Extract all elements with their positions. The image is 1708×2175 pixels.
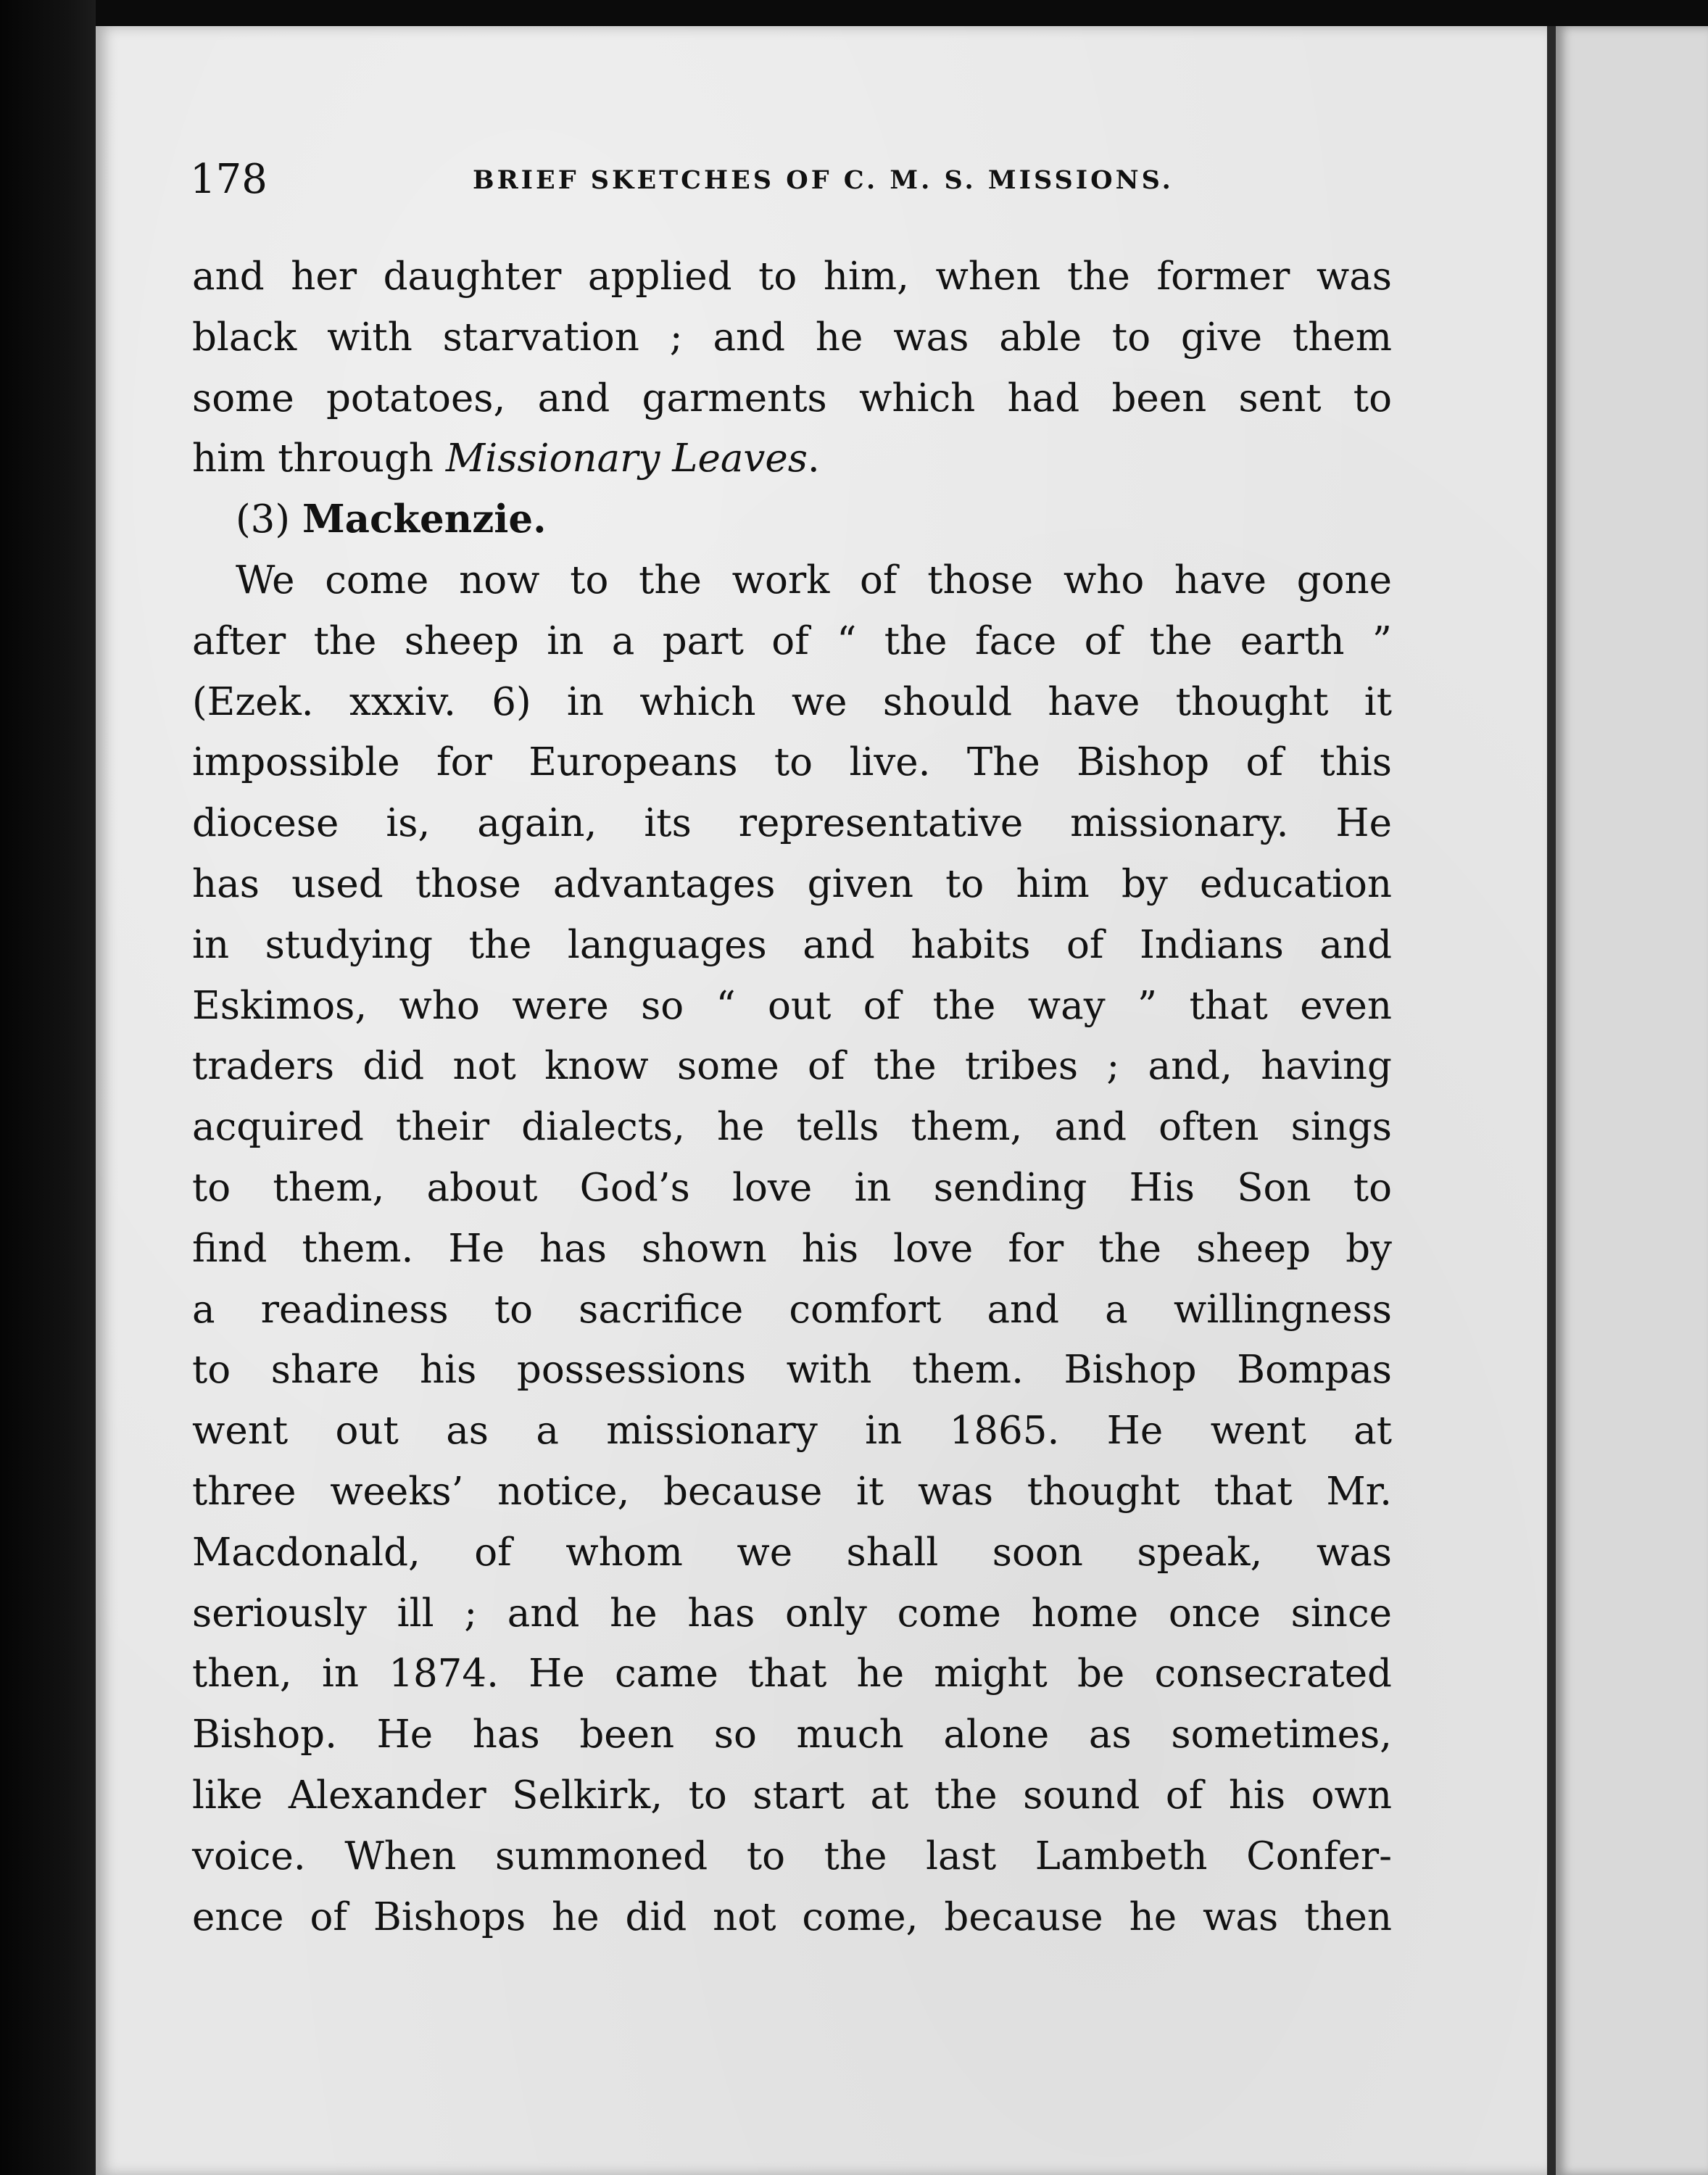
text-fragment: . (807, 436, 820, 481)
running-head (190, 158, 1422, 202)
text-line: went out as a missionary in 1865. He went at (192, 1409, 1392, 1454)
text-line: impossible for Europeans to live. The Bishop of this (192, 740, 1392, 785)
running-title: BRIEF SKETCHES OF C. M. S. MISSIONS. (473, 165, 1174, 195)
text-line: to them, about God’s love in sending His Son to (192, 1165, 1392, 1210)
text-line: (Ezek. xxxiv. 6) in which we should have thought it (192, 679, 1392, 724)
page-gutter (1547, 26, 1556, 2175)
text-line: Macdonald, of whom we shall soon speak, was (192, 1530, 1392, 1575)
text-fragment: him through (192, 436, 446, 481)
text-line: voice. When summoned to the last Lambeth Confer- (192, 1834, 1392, 1878)
text-line: ence of Bishops he did not come, because he was then (192, 1894, 1392, 1939)
italic-publication-title: Missionary Leaves (445, 436, 808, 481)
text-line (192, 428, 1392, 489)
body-text (192, 246, 1392, 1947)
paragraph-1 (192, 246, 1392, 489)
text-line: a readiness to sacrifice comfort and a willingness (192, 1287, 1392, 1332)
text-line: to share his possessions with them. Bishop Bompas (192, 1348, 1392, 1393)
scan-left-margin (0, 0, 96, 2175)
section-title: Mackenzie. (302, 497, 547, 542)
text-line: seriously ill ; and he has only come home once since (192, 1591, 1392, 1636)
page-number: 178 (190, 156, 268, 203)
text-line: after the sheep in a part of “ the face of the earth ” (192, 618, 1392, 663)
text-line: traders did not know some of the tribes ; and, having (192, 1044, 1392, 1089)
text-line: Bishop. He has been so much alone as sometimes, (192, 1712, 1392, 1757)
text-line: has used those advantages given to him by education (192, 861, 1392, 906)
section-number: (3) (236, 497, 291, 542)
paragraph-2 (192, 550, 1392, 1947)
text-line: black with starvation ; and he was able to give them (192, 315, 1392, 360)
text-line: three weeks’ notice, because it was thought that Mr. (192, 1469, 1392, 1514)
text-line: Eskimos, who were so “ out of the way ” that even (192, 983, 1392, 1028)
text-line: We come now to the work of those who have gone (236, 558, 1392, 602)
section-heading (192, 489, 1392, 550)
text-line: acquired their dialects, he tells them, and often sings (192, 1105, 1392, 1150)
text-line: and her daughter applied to him, when the former was (192, 254, 1392, 299)
facing-page-edge (1556, 26, 1708, 2175)
text-line: like Alexander Selkirk, to start at the sound of his own (192, 1773, 1392, 1818)
text-line: then, in 1874. He came that he might be consecrated (192, 1652, 1392, 1696)
text-line: some potatoes, and garments which had been sent to (192, 376, 1392, 420)
text-line: diocese is, again, its representative missionary. He (192, 801, 1392, 846)
text-line: find them. He has shown his love for the sheep by (192, 1226, 1392, 1271)
text-line: in studying the languages and habits of Indians and (192, 922, 1392, 967)
